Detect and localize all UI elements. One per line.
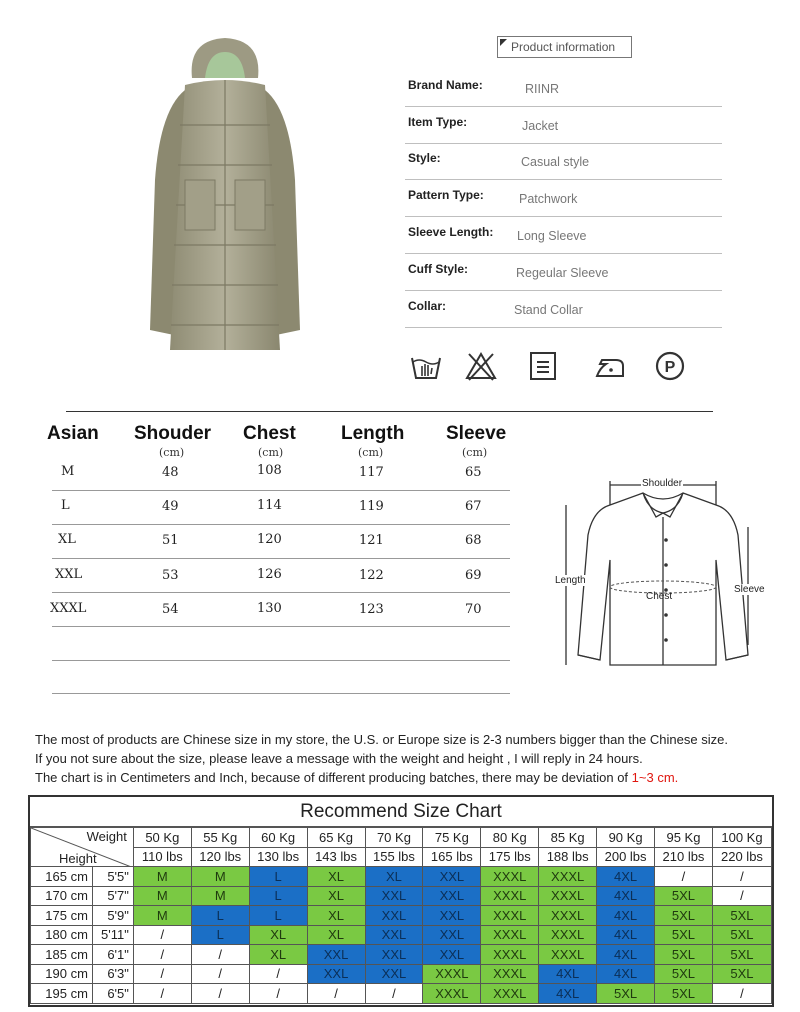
size-row-divider xyxy=(52,524,510,525)
height-ft-cell: 6'5" xyxy=(92,984,133,1004)
height-cm-cell: 190 cm xyxy=(31,964,93,984)
weight-kg-cell: 90 Kg xyxy=(597,828,655,848)
size-recommend-cell: XXXL xyxy=(539,925,597,945)
height-ft-cell: 5'7" xyxy=(92,886,133,906)
size-cell: L xyxy=(61,498,70,513)
size-recommend-cell: XXL xyxy=(423,945,481,965)
size-row-divider xyxy=(52,660,510,661)
height-row xyxy=(31,906,772,926)
size-recommend-cell: / xyxy=(365,984,423,1004)
size-recommend-cell: / xyxy=(307,984,365,1004)
size-recommend-cell: L xyxy=(249,867,307,887)
size-header-length: Length xyxy=(341,423,405,444)
size-recommend-cell: XXXL xyxy=(539,867,597,887)
height-ft-cell: 6'1" xyxy=(92,945,133,965)
size-recommend-cell: XL xyxy=(307,867,365,887)
height-label: Height xyxy=(59,851,97,866)
weight-kg-cell: 95 Kg xyxy=(655,828,713,848)
size-recommend-cell: XXXL xyxy=(539,906,597,926)
size-recommend-cell: 4XL xyxy=(539,964,597,984)
height-cm-cell: 185 cm xyxy=(31,945,93,965)
size-cell: 70 xyxy=(465,602,482,617)
diagram-label-sleeve: Sleeve xyxy=(734,584,765,595)
size-recommend-cell: 4XL xyxy=(597,867,655,887)
size-cell: M xyxy=(61,464,75,479)
recommend-grid xyxy=(30,827,772,1004)
size-unit-length: (cm) xyxy=(358,446,384,459)
size-cell: 130 xyxy=(257,601,282,616)
weight-height-corner xyxy=(31,828,134,867)
size-recommend-cell: XXL xyxy=(365,906,423,926)
size-recommend-cell: XXL xyxy=(307,945,365,965)
size-recommend-cell: XXXL xyxy=(539,945,597,965)
diagram-label-shoulder: Shoulder xyxy=(642,478,683,489)
height-cm-cell: 180 cm xyxy=(31,925,93,945)
height-row xyxy=(31,925,772,945)
note-line-2: If you not sure about the size, please leave a message with the weight and height , I will reply in 24 hours. xyxy=(35,751,643,766)
weight-kg-cell: 55 Kg xyxy=(191,828,249,848)
size-cell: 121 xyxy=(359,533,384,548)
size-cell: XL xyxy=(58,532,76,547)
size-recommend-cell: 4XL xyxy=(597,925,655,945)
info-row-item-type xyxy=(405,107,722,144)
height-row xyxy=(31,964,772,984)
size-recommend-cell: 5XL xyxy=(712,906,771,926)
size-cell: 123 xyxy=(359,602,384,617)
weight-lbs-cell: 155 lbs xyxy=(365,847,423,867)
size-recommend-cell: / xyxy=(191,984,249,1004)
size-cell: 51 xyxy=(162,533,179,548)
size-recommend-cell: XL xyxy=(307,906,365,926)
size-table-top-rule xyxy=(66,411,713,412)
size-cell: 54 xyxy=(162,602,179,617)
height-row xyxy=(31,945,772,965)
size-cell: 65 xyxy=(465,465,482,480)
hang-dry-icon xyxy=(527,350,559,382)
size-recommend-cell: / xyxy=(249,964,307,984)
size-cell: 117 xyxy=(359,465,384,480)
size-recommend-cell: XXL xyxy=(423,925,481,945)
info-row-sleeve-length xyxy=(405,217,722,254)
height-ft-cell: 5'11" xyxy=(92,925,133,945)
size-recommend-cell: L xyxy=(249,906,307,926)
info-key: Pattern Type: xyxy=(408,188,484,202)
height-cm-cell: 175 cm xyxy=(31,906,93,926)
weight-lbs-cell: 110 lbs xyxy=(133,847,191,867)
size-recommend-cell: / xyxy=(249,984,307,1004)
weight-kg-cell: 50 Kg xyxy=(133,828,191,848)
size-cell: 67 xyxy=(465,499,482,514)
weight-lbs-cell: 175 lbs xyxy=(481,847,539,867)
info-key: Cuff Style: xyxy=(408,262,468,276)
size-recommend-cell: 5XL xyxy=(655,984,713,1004)
info-row-style xyxy=(405,143,722,180)
size-unit-chest: (cm) xyxy=(258,446,284,459)
size-recommend-cell: 4XL xyxy=(597,945,655,965)
coat-product-image xyxy=(130,30,320,360)
size-recommend-cell: / xyxy=(712,984,771,1004)
weight-kg-cell: 70 Kg xyxy=(365,828,423,848)
no-bleach-icon xyxy=(465,350,497,382)
size-recommend-cell: L xyxy=(249,886,307,906)
info-value: Regeular Sleeve xyxy=(516,266,609,280)
size-recommend-cell: XXXL xyxy=(481,984,539,1004)
height-ft-cell: 5'5" xyxy=(92,867,133,887)
product-info-header xyxy=(497,36,632,58)
size-recommend-cell: / xyxy=(133,964,191,984)
size-recommend-cell: 5XL xyxy=(655,925,713,945)
size-recommend-cell: XXXL xyxy=(481,964,539,984)
info-row-cuff-style xyxy=(405,254,722,291)
size-recommend-cell: 4XL xyxy=(597,964,655,984)
size-recommend-cell: 5XL xyxy=(655,945,713,965)
size-cell: 69 xyxy=(465,568,482,583)
size-recommend-cell: L xyxy=(191,906,249,926)
size-header-sleeve: Sleeve xyxy=(446,423,507,444)
size-row-divider xyxy=(52,558,510,559)
size-recommend-cell: XL xyxy=(365,867,423,887)
note-line-3-red: 1~3 cm. xyxy=(631,770,679,785)
diagram-label-length: Length xyxy=(555,575,586,586)
weight-kg-row xyxy=(31,828,772,848)
weight-lbs-cell: 188 lbs xyxy=(539,847,597,867)
size-recommend-cell: XXXL xyxy=(539,886,597,906)
size-recommend-cell: / xyxy=(191,945,249,965)
size-recommend-cell: XXL xyxy=(365,964,423,984)
info-value: Stand Collar xyxy=(514,303,583,317)
size-header-chest: Chest xyxy=(243,423,296,444)
product-info-title: Product information xyxy=(511,40,616,54)
size-recommend-cell: 4XL xyxy=(597,906,655,926)
note-line-1: The most of products are Chinese size in my store, the U.S. or Europe size is 2-3 numbers bigger than the Chinese size. xyxy=(35,732,728,747)
size-row-divider xyxy=(52,592,510,593)
note-line-3-text: The chart is in Centimeters and Inch, because of different producing batches, there may be deviation of xyxy=(35,770,632,785)
size-recommend-cell: XXL xyxy=(423,906,481,926)
size-recommend-cell: 4XL xyxy=(539,984,597,1004)
info-key: Item Type: xyxy=(408,115,468,129)
diagram-label-chest: Chest xyxy=(646,591,673,602)
size-cell: 48 xyxy=(162,465,179,480)
measurement-diagram xyxy=(548,465,778,680)
weight-lbs-cell: 120 lbs xyxy=(191,847,249,867)
size-cell: 122 xyxy=(359,568,384,583)
height-ft-cell: 6'3" xyxy=(92,964,133,984)
size-recommend-cell: 5XL xyxy=(655,906,713,926)
size-recommend-cell: XL xyxy=(249,925,307,945)
note-line-3 xyxy=(35,770,678,785)
size-recommend-cell: XXL xyxy=(365,886,423,906)
info-row-collar xyxy=(405,291,722,328)
weight-kg-cell: 100 Kg xyxy=(712,828,771,848)
size-cell: 119 xyxy=(359,499,384,514)
size-recommend-cell: 5XL xyxy=(712,925,771,945)
height-cm-cell: 170 cm xyxy=(31,886,93,906)
size-cell: XXL xyxy=(55,567,83,582)
size-header-shoulder: Shouder xyxy=(134,423,212,444)
size-recommend-cell: / xyxy=(655,867,713,887)
size-recommend-cell: XL xyxy=(307,925,365,945)
weight-lbs-row xyxy=(31,847,772,867)
size-recommend-cell: XXXL xyxy=(481,906,539,926)
size-recommend-cell: XL xyxy=(307,886,365,906)
info-value: Long Sleeve xyxy=(517,229,587,243)
size-recommend-cell: / xyxy=(133,945,191,965)
weight-kg-cell: 75 Kg xyxy=(423,828,481,848)
size-recommend-cell: M xyxy=(191,886,249,906)
corner-triangle-icon xyxy=(500,39,507,46)
size-recommend-cell: 5XL xyxy=(655,964,713,984)
size-recommend-cell: XXL xyxy=(307,964,365,984)
size-recommend-cell: 5XL xyxy=(655,886,713,906)
info-value: Patchwork xyxy=(519,192,578,206)
size-cell: 126 xyxy=(257,567,282,582)
height-cm-cell: 165 cm xyxy=(31,867,93,887)
size-unit-shoulder: (cm) xyxy=(159,446,185,459)
size-row-divider xyxy=(52,626,510,627)
size-recommend-cell: M xyxy=(133,867,191,887)
size-recommend-cell: XXXL xyxy=(481,925,539,945)
size-recommend-cell: L xyxy=(191,925,249,945)
weight-label: Weight xyxy=(86,829,127,844)
size-recommend-cell: / xyxy=(712,886,771,906)
size-header-asian: Asian xyxy=(47,423,99,444)
info-key: Style: xyxy=(408,151,441,165)
size-recommend-cell: XXXL xyxy=(481,886,539,906)
size-recommend-cell: XXL xyxy=(365,945,423,965)
size-recommend-cell: / xyxy=(133,984,191,1004)
size-cell: XXXL xyxy=(50,601,87,616)
info-key: Collar: xyxy=(408,299,447,313)
size-recommend-cell: XL xyxy=(249,945,307,965)
hand-wash-icon xyxy=(410,350,442,382)
size-row-divider xyxy=(52,693,510,694)
weight-lbs-cell: 130 lbs xyxy=(249,847,307,867)
size-recommend-cell: XXL xyxy=(423,867,481,887)
info-value: Jacket xyxy=(522,119,559,133)
weight-lbs-cell: 165 lbs xyxy=(423,847,481,867)
size-recommend-cell: XXXL xyxy=(423,964,481,984)
size-recommend-cell: 4XL xyxy=(597,886,655,906)
height-row xyxy=(31,867,772,887)
weight-kg-cell: 60 Kg xyxy=(249,828,307,848)
weight-lbs-cell: 220 lbs xyxy=(712,847,771,867)
size-recommend-cell: / xyxy=(712,867,771,887)
size-row-divider xyxy=(52,490,510,491)
size-recommend-cell: 5XL xyxy=(597,984,655,1004)
weight-kg-cell: 85 Kg xyxy=(539,828,597,848)
size-cell: 114 xyxy=(257,498,282,513)
size-cell: 53 xyxy=(162,568,179,583)
size-recommend-cell: M xyxy=(191,867,249,887)
size-cell: 68 xyxy=(465,533,482,548)
recommend-chart-title: Recommend Size Chart xyxy=(30,797,772,827)
info-value: Casual style xyxy=(521,155,590,169)
height-row xyxy=(31,984,772,1004)
size-recommend-cell: M xyxy=(133,886,191,906)
size-cell: 49 xyxy=(162,499,179,514)
info-row-pattern xyxy=(405,180,722,217)
info-value: RIINR xyxy=(525,82,560,96)
size-cell: 120 xyxy=(257,532,282,547)
iron-low-icon xyxy=(594,350,626,382)
height-row xyxy=(31,886,772,906)
size-recommend-cell: XXXL xyxy=(423,984,481,1004)
size-recommend-cell: XXL xyxy=(423,886,481,906)
height-cm-cell: 195 cm xyxy=(31,984,93,1004)
size-recommend-cell: M xyxy=(133,906,191,926)
size-recommend-cell: / xyxy=(133,925,191,945)
weight-kg-cell: 80 Kg xyxy=(481,828,539,848)
recommend-size-chart xyxy=(28,795,774,1007)
weight-lbs-cell: 200 lbs xyxy=(597,847,655,867)
size-recommend-cell: XXL xyxy=(365,925,423,945)
size-recommend-cell: XXXL xyxy=(481,867,539,887)
info-key: Sleeve Length: xyxy=(408,225,494,239)
weight-kg-cell: 65 Kg xyxy=(307,828,365,848)
size-unit-sleeve: (cm) xyxy=(462,446,488,459)
size-recommend-cell: / xyxy=(191,964,249,984)
size-recommend-cell: 5XL xyxy=(712,964,771,984)
svg-text:P: P xyxy=(664,359,676,376)
height-ft-cell: 5'9" xyxy=(92,906,133,926)
info-key: Brand Name: xyxy=(408,78,483,92)
size-recommend-cell: 5XL xyxy=(712,945,771,965)
info-row-brand xyxy=(405,70,722,107)
dry-clean-p-icon xyxy=(654,350,686,382)
weight-lbs-cell: 210 lbs xyxy=(655,847,713,867)
size-recommend-cell: XXXL xyxy=(481,945,539,965)
weight-lbs-cell: 143 lbs xyxy=(307,847,365,867)
size-cell: 108 xyxy=(257,463,282,478)
